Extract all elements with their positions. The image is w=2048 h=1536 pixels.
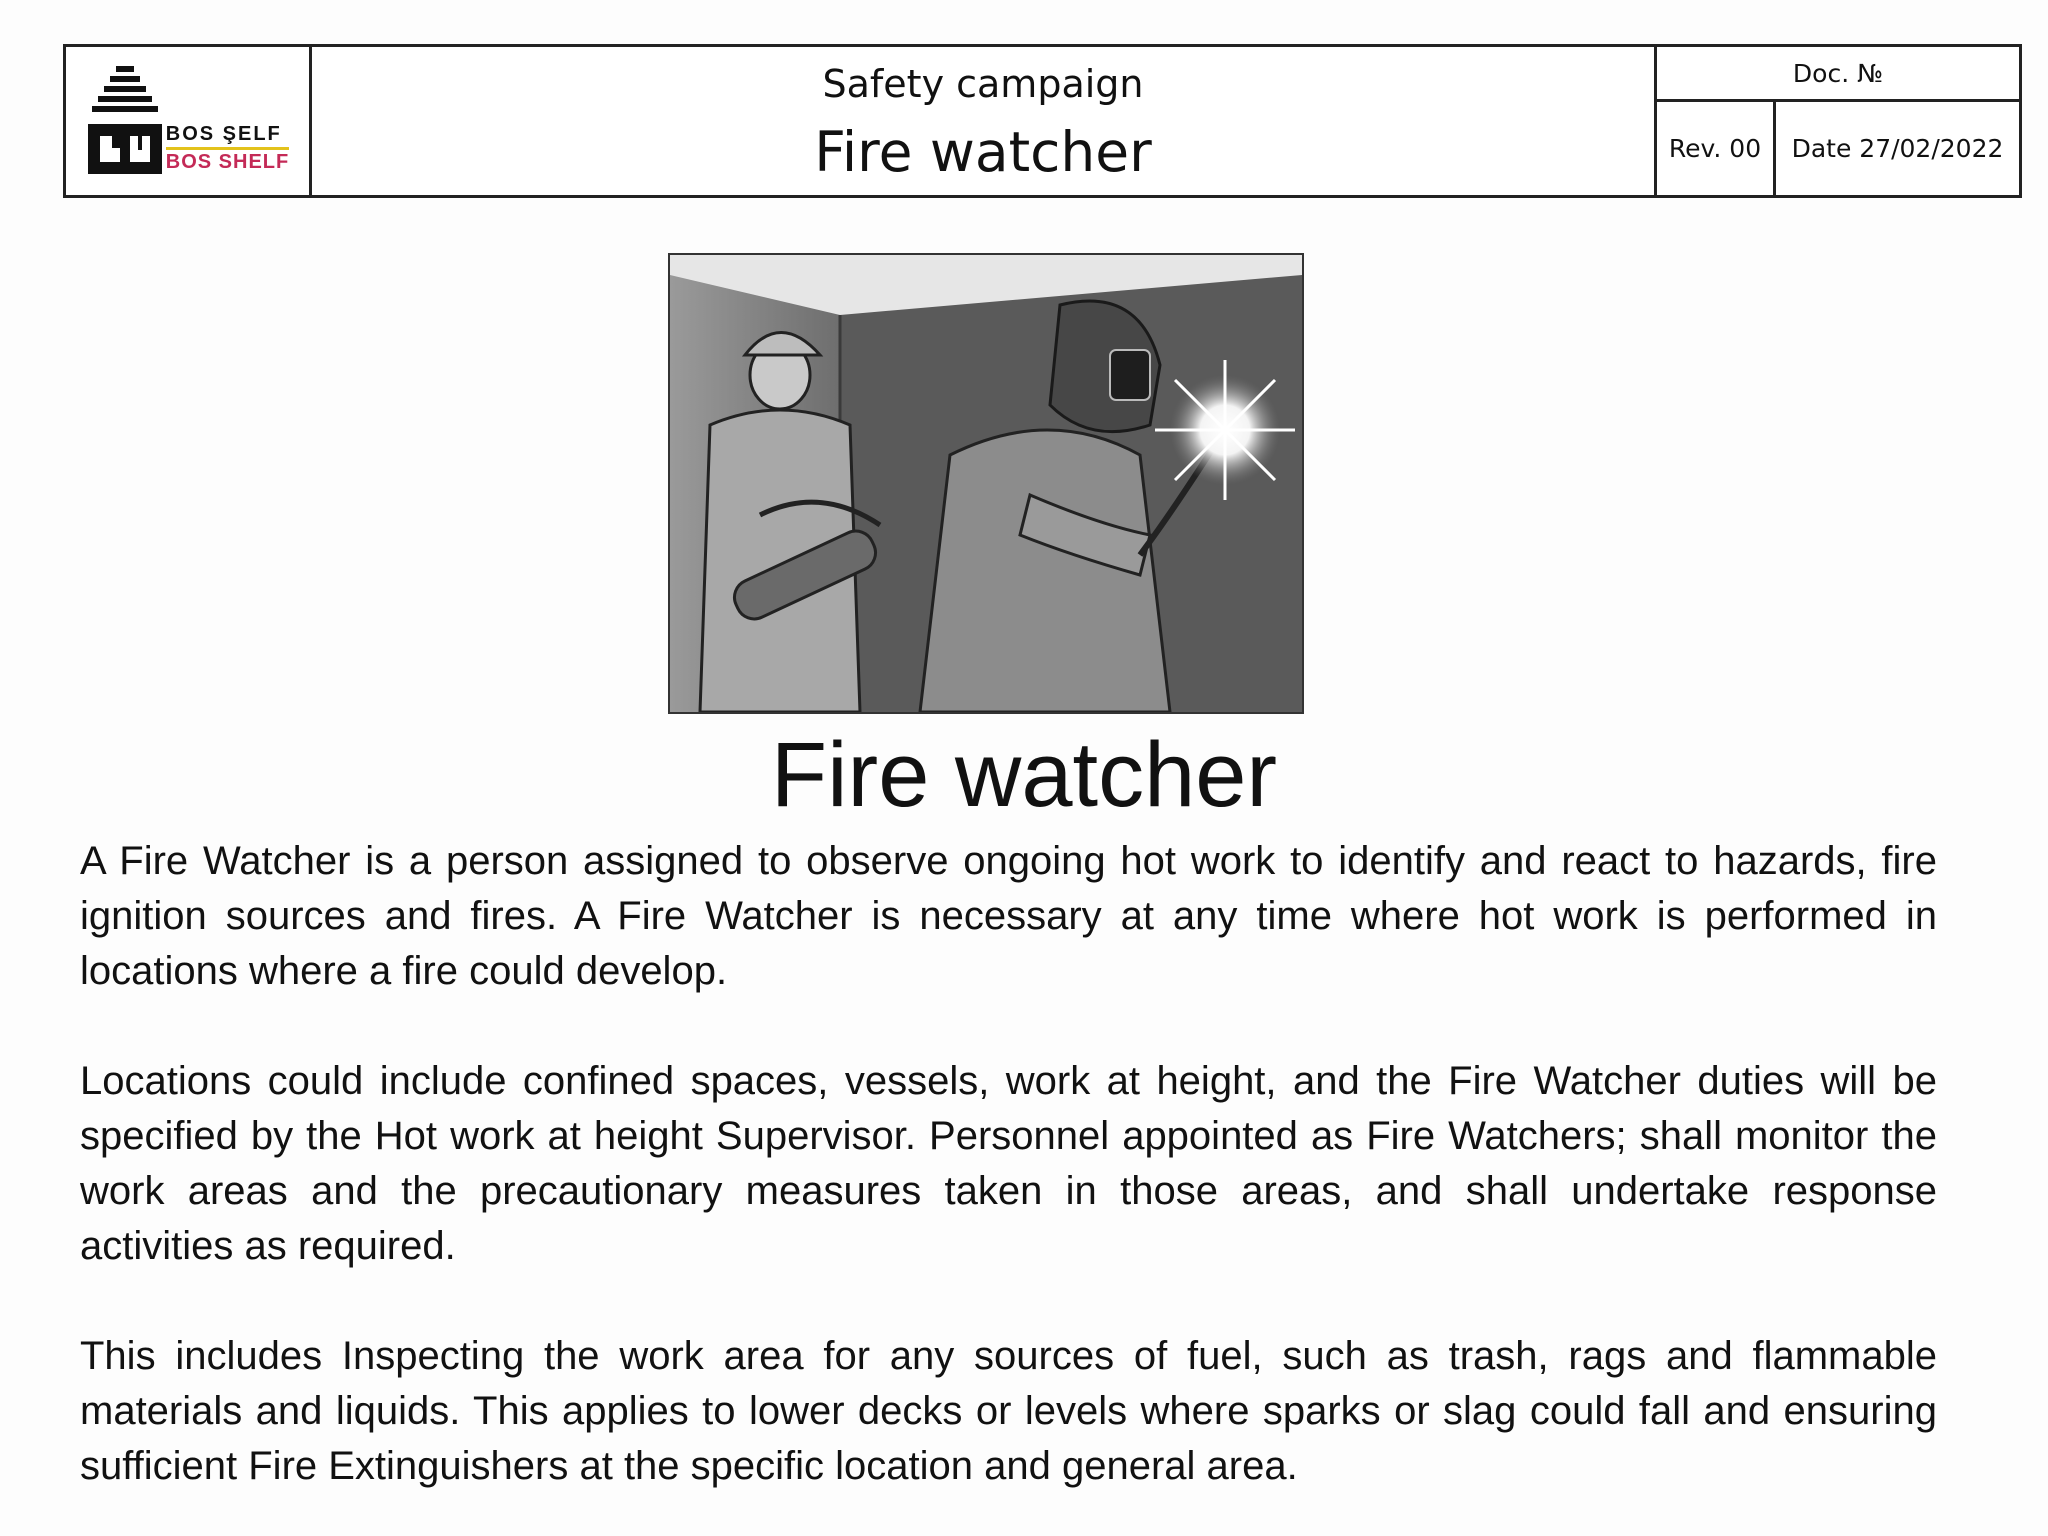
- logo-text-line2: BOS SHELF: [165, 151, 290, 173]
- paragraph-inspection: This includes Inspecting the work area for any sources of fuel, such as trash, rags and flammable materials and liquids. This applies to lower decks or levels where sparks or slag could fall and ensuring sufficient Fire Extinguishers at the specific location and general area.: [80, 1334, 1937, 1488]
- platform-icon: [86, 66, 164, 176]
- header-title-cell: [312, 47, 1657, 195]
- logo-text-line1: BOS ŞELF: [165, 123, 282, 145]
- meta-row: [1657, 102, 2019, 195]
- paragraph-locations: Locations could include confined spaces, vessels, work at height, and the Fire Watcher duties will be specified by the Hot work at height Supervisor. Personnel appointed as Fire Watchers; shall monitor the work areas and the precautionary measures taken in those areas, and shall undertake response activities as required.: [80, 1059, 1937, 1268]
- paragraph-definition: A Fire Watcher is a person assigned to observe ongoing hot work to identify and react to hazards, fire ignition sources and fires. A Fire Watcher is necessary at any time where hot work is performed in locations where a fire could develop.: [80, 839, 1937, 993]
- header-title: Fire watcher: [814, 120, 1152, 184]
- fire-watcher-welding-illustration: [668, 253, 1304, 714]
- company-logo-cell: [66, 47, 312, 195]
- bos-shelf-logo: [86, 66, 289, 176]
- logo-divider: [166, 147, 289, 150]
- document-meta: [1657, 47, 2019, 195]
- date: Date 27/02/2022: [1791, 134, 2004, 163]
- document-header: [63, 44, 2022, 198]
- illustration-icon: [670, 255, 1302, 712]
- body-text: [80, 834, 1937, 1494]
- campaign-label: Safety campaign: [822, 62, 1144, 106]
- page-title: Fire watcher: [770, 724, 1278, 826]
- revision: Rev. 00: [1657, 102, 1776, 195]
- doc-number: Doc. №: [1657, 47, 2019, 102]
